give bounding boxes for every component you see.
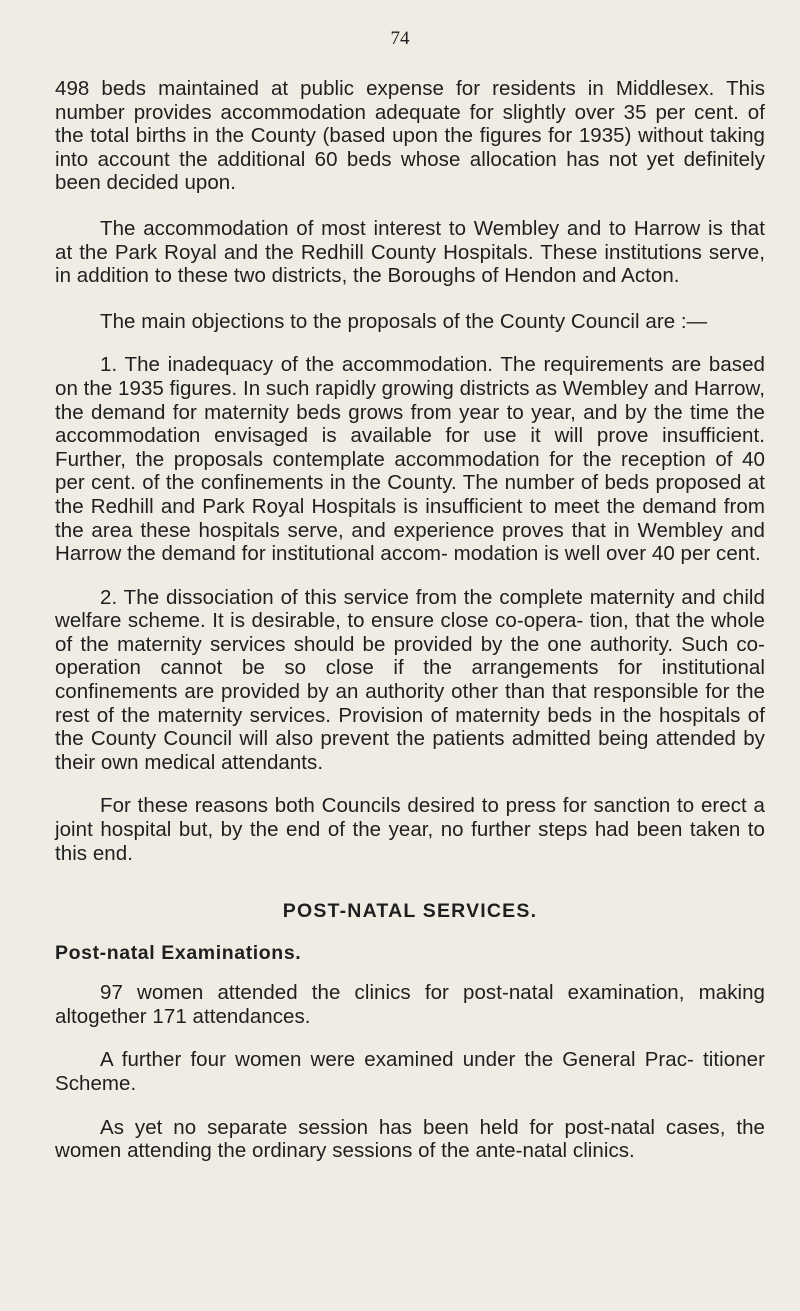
page-body <box>55 77 765 1163</box>
paragraph-objection-1: 1. The inadequacy of the accommodation. The requirements are based on the 1935 figures. In such rapidly growing districts as Wembley and Harrow, the demand for maternity beds grows from year to year, and by the time the accommodation envisaged is available for use it will prove insufficient. Further, the proposals contemplate accommodation for the reception of 40 per cent. of the confinements in the County. The number of beds proposed at the Redhill and Park Royal Hospitals is insufficient to meet the demand from the area these hospitals serve, and experience proves that in Wembley and Harrow the demand for institutional accom- modation is well over 40 per cent. <box>55 353 765 566</box>
paragraph-beds: 498 beds maintained at public expense for residents in Middlesex. This number provides accommodation adequate for slightly over 35 per cent. of the total births in the County (based upon the figures for 1935) without taking into account the additional 60 beds whose allocation has not yet definitely been decided upon. <box>55 77 765 195</box>
paragraph-general-practitioner: A further four women were examined under the General Prac- titioner Scheme. <box>55 1048 765 1095</box>
paragraph-sessions: As yet no separate session has been held for post-natal cases, the women attending the ordinary sessions of the ante-natal clinics. <box>55 1115 765 1163</box>
paragraph-accommodation: The accommodation of most interest to Wembley and to Harrow is that at the Park Royal and the Redhill County Hospitals. These institutions serve, in addition to these two districts, the Boroughs of Hendon and Acton. <box>55 216 765 288</box>
paragraph-attendances: 97 women attended the clinics for post-natal examination, making altogether 171 attendances. <box>55 981 765 1028</box>
section-heading: POST-NATAL SERVICES. <box>282 900 538 923</box>
paragraph-objection-2: 2. The dissociation of this service from the complete maternity and child welfare scheme. It is desirable, to ensure close co-opera- tion, that the whole of the maternity services should be provided by the one authority. Such co-operation cannot be so close if the arrangements for institutional confinements are provided by an authority other than that responsible for the rest of the maternity services. Provision of maternity beds in the hospitals of the County Council will also prevent the patients admitted being attended by their own medical attendants. <box>55 585 765 774</box>
page-number: 74 <box>390 28 410 49</box>
paragraph-objections: The main objections to the proposals of the County Council are :— <box>100 309 708 333</box>
paragraph-conclusion: For these reasons both Councils desired to press for sanction to erect a joint hospital but, by the end of the year, no further steps had been taken to this end. <box>55 794 765 865</box>
sub-heading: Post-natal Examinations. <box>55 942 302 965</box>
